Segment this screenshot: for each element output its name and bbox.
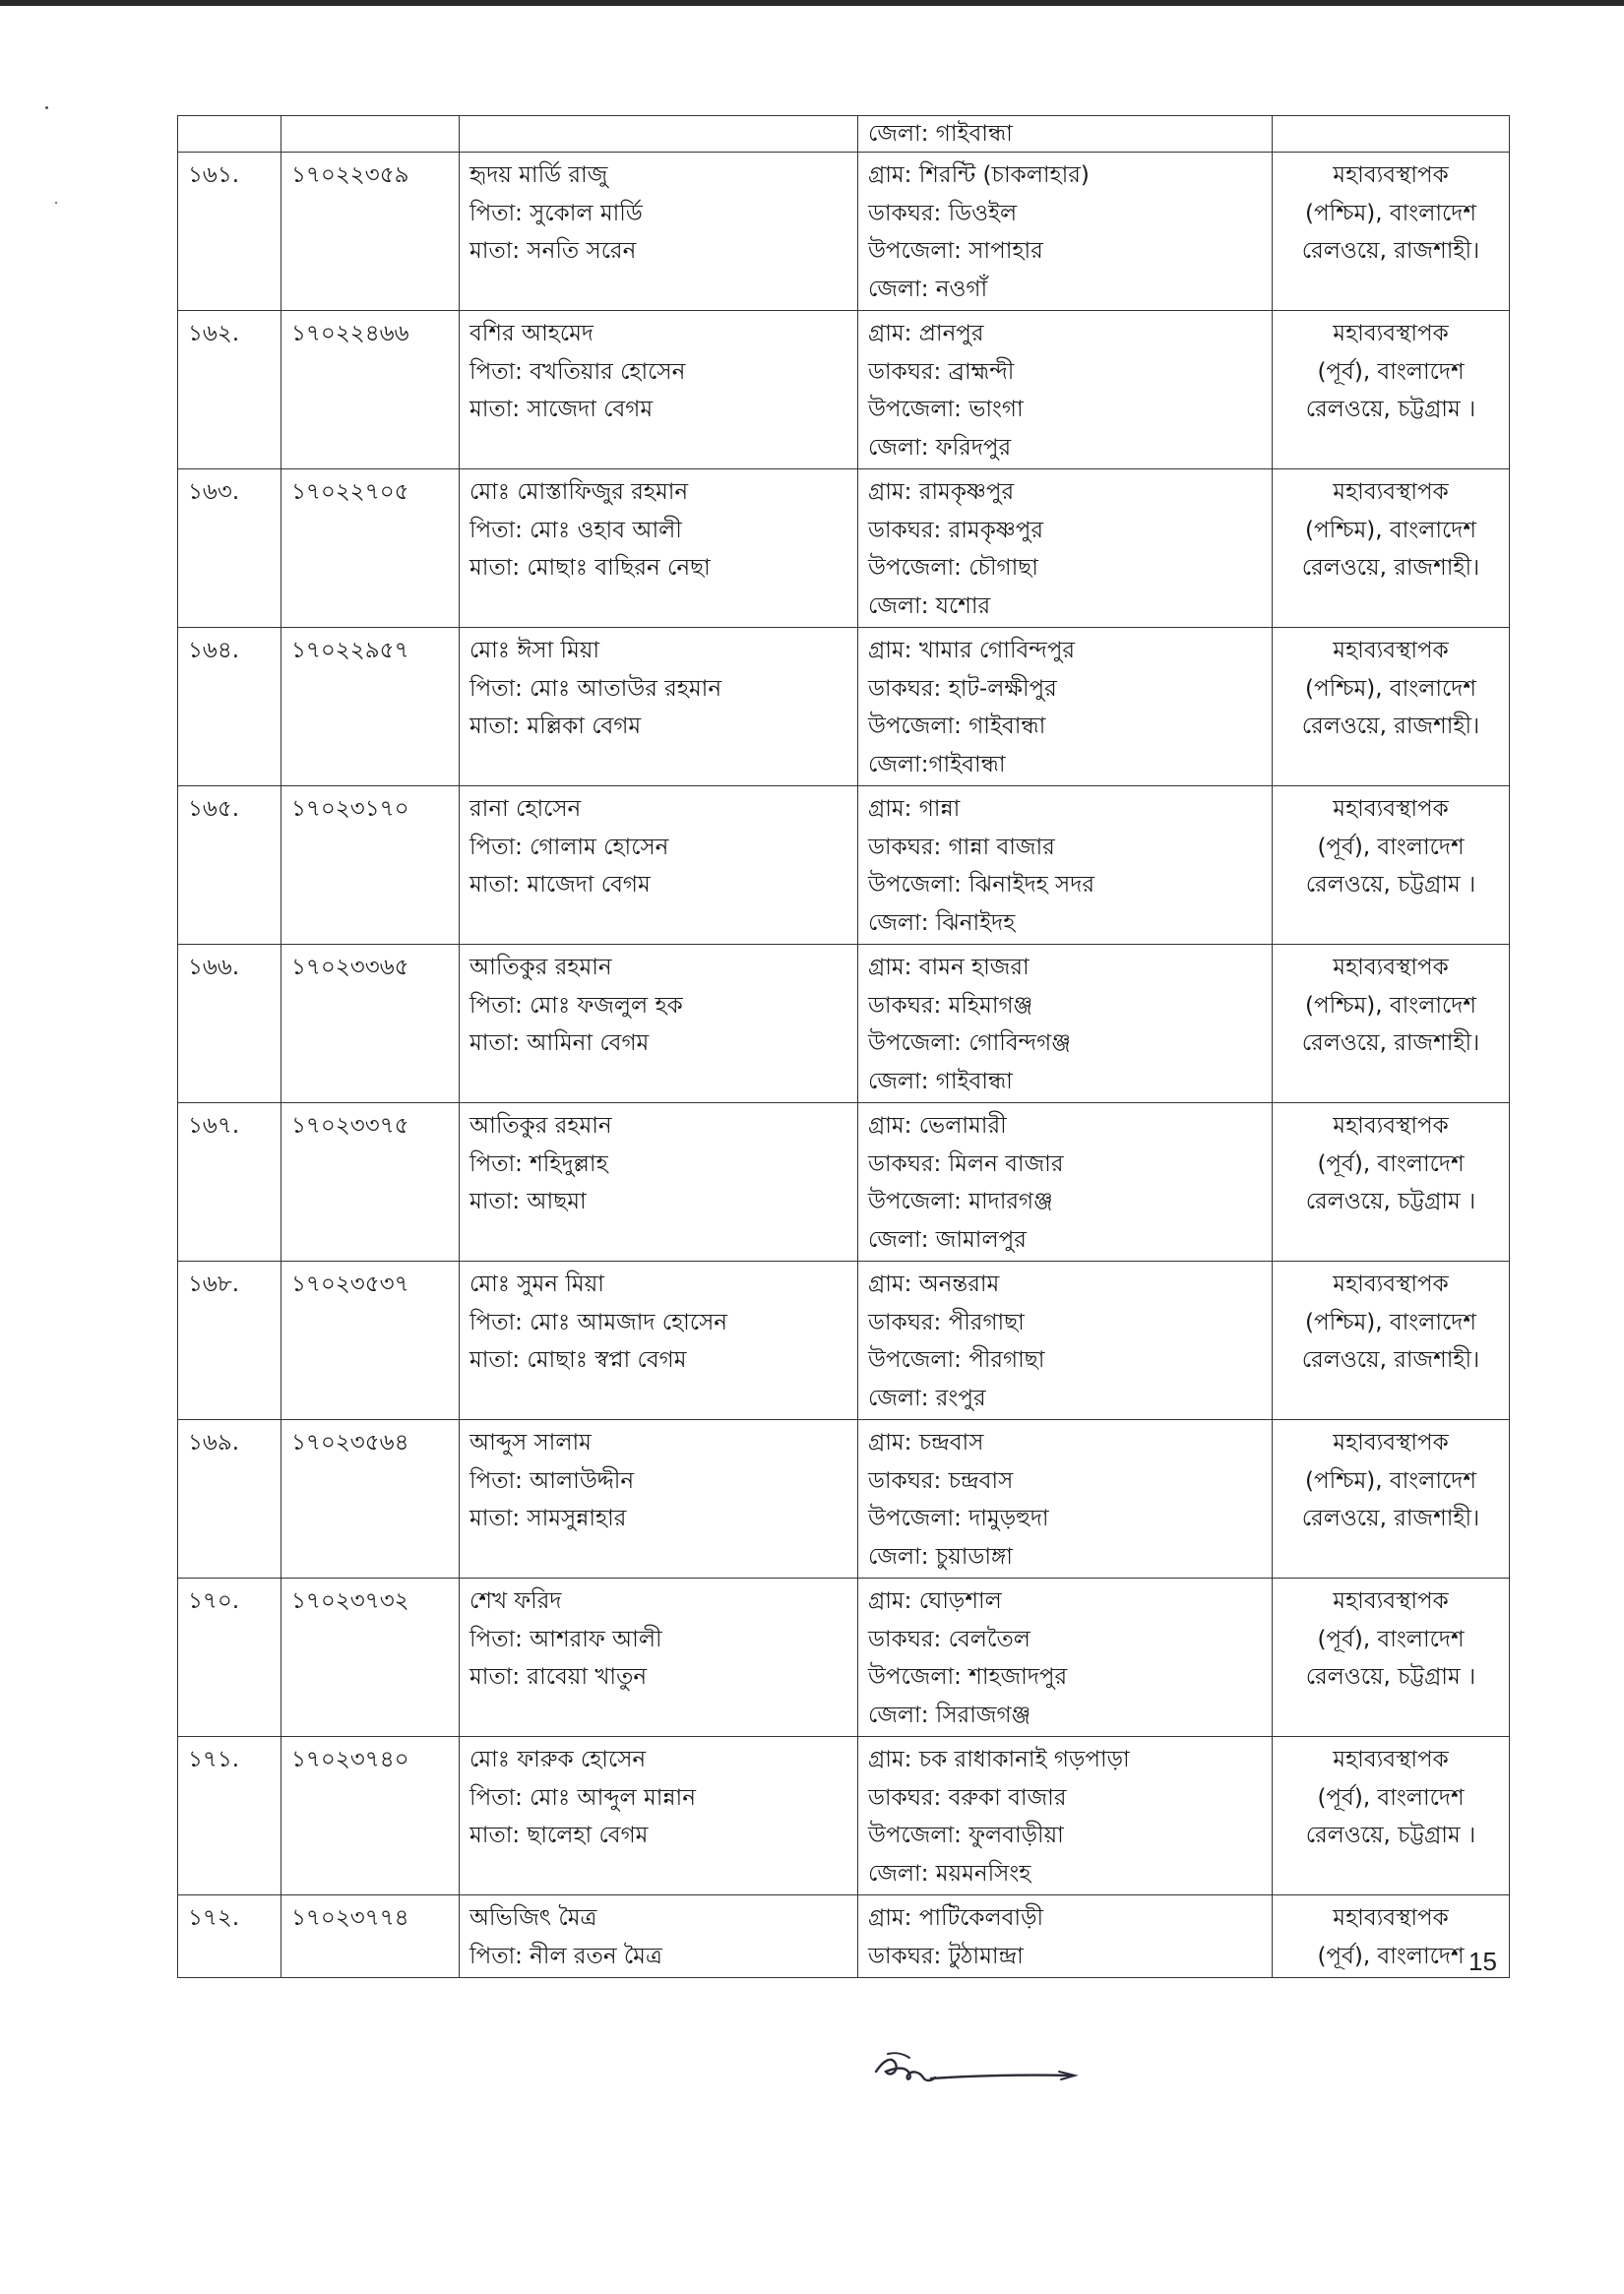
candidate-table-body	[178, 116, 1510, 1978]
serial-cell	[178, 1579, 281, 1737]
office-line: রেলওয়ে, রাজশাহী।	[1301, 1506, 1480, 1531]
address-line: ডাকঘর: টুঠামান্দ্রা	[868, 1943, 1024, 1969]
name-line: অভিজিৎ মৈত্র	[469, 1905, 597, 1931]
roll-number-text: ১৭০২৩৫৬৪	[291, 1430, 409, 1456]
name-cell	[460, 1262, 858, 1420]
address-cell	[858, 153, 1273, 311]
name-cell	[460, 1420, 858, 1579]
serial-text: ১৬২.	[188, 321, 240, 346]
table-row	[178, 786, 1510, 945]
address-line: জেলা: গাইবান্ধা	[868, 1068, 1013, 1094]
name-line: পিতা: গোলাম হোসেন	[469, 834, 669, 860]
address-line: উপজেলা: ঝিনাইদহ সদর	[868, 872, 1094, 898]
name-line: পিতা: শহিদুল্লাহ	[469, 1150, 608, 1177]
serial-text: ১৬৬.	[188, 955, 240, 980]
office-line: রেলওয়ে, রাজশাহী।	[1301, 238, 1480, 264]
name-line: মোঃ ঈসা মিয়া	[469, 638, 600, 663]
table-row	[178, 469, 1510, 628]
roll-number-text: ১৭০২৩১৭০	[291, 796, 409, 822]
roll-number-text: ১৭০২৩৭৪০	[291, 1747, 409, 1772]
serial-text: ১৭১.	[188, 1747, 240, 1772]
name-line: মাতা: রাবেয়া খাতুন	[469, 1664, 648, 1690]
office-line: (পূর্ব), বাংলাদেশ	[1317, 834, 1465, 860]
table-row	[178, 1579, 1510, 1737]
address-line: উপজেলা: চৌগাছা	[868, 555, 1038, 581]
office-line: রেলওয়ে, চট্টগ্রাম ।	[1305, 1664, 1476, 1690]
office-line: (পশ্চিম), বাংলাদেশ	[1305, 517, 1476, 543]
address-line: উপজেলা: গাইবান্ধা	[868, 713, 1046, 739]
name-cell	[460, 153, 858, 311]
serial-text: ১৭০.	[188, 1588, 240, 1614]
office-cell	[1273, 1103, 1510, 1262]
roll-number-cell	[281, 628, 460, 786]
name-cell	[460, 628, 858, 786]
name-line: মাতা: সামসুন্নাহার	[469, 1506, 627, 1531]
office-line: মহাব্যবস্থাপক	[1333, 1113, 1449, 1139]
table-row	[178, 1262, 1510, 1420]
address-line: গ্রাম: বামন হাজরা	[868, 955, 1030, 980]
serial-text: ১৬৮.	[188, 1271, 240, 1297]
office-cell	[1273, 628, 1510, 786]
roll-number-text: ১৭০২২৩৫৯	[291, 162, 409, 188]
roll-number-cell	[281, 1579, 460, 1737]
table-row	[178, 1420, 1510, 1579]
address-cell	[858, 1579, 1273, 1737]
name-cell	[460, 1579, 858, 1737]
office-cell	[1273, 116, 1510, 153]
address-cell	[858, 311, 1273, 469]
roll-number-text: ১৭০২৩৩৬৫	[291, 955, 409, 980]
office-line: মহাব্যবস্থাপক	[1333, 955, 1449, 980]
office-line: রেলওয়ে, রাজশাহী।	[1301, 713, 1480, 739]
address-line: উপজেলা: ফুলবাড়ীয়া	[868, 1823, 1064, 1848]
address-cell	[858, 1262, 1273, 1420]
name-line: পিতা: মোঃ আতাউর রহমান	[469, 675, 722, 702]
page-number: 15	[1468, 1947, 1497, 1976]
office-line: (পশ্চিম), বাংলাদেশ	[1305, 1467, 1476, 1494]
name-line: মাতা: মল্লিকা বেগম	[469, 713, 642, 739]
serial-cell	[178, 469, 281, 628]
address-line: জেলা: নওগাঁ	[868, 276, 988, 302]
office-line: রেলওয়ে, চট্টগ্রাম ।	[1305, 1823, 1476, 1848]
name-cell	[460, 945, 858, 1103]
table-row	[178, 1103, 1510, 1262]
name-line: হৃদয় মার্ডি রাজু	[469, 162, 608, 188]
name-line: মোঃ সুমন মিয়া	[469, 1271, 604, 1297]
address-line: ডাকঘর: বরুকা বাজার	[868, 1784, 1067, 1811]
roll-number-cell	[281, 153, 460, 311]
address-line: ডাকঘর: মিলন বাজার	[868, 1150, 1064, 1177]
serial-cell	[178, 1262, 281, 1420]
office-line: (পূর্ব), বাংলাদেশ	[1317, 1150, 1465, 1177]
serial-cell	[178, 116, 281, 153]
serial-cell	[178, 1420, 281, 1579]
serial-cell	[178, 1103, 281, 1262]
roll-number-text: ১৭০২৩৭৩২	[291, 1588, 409, 1614]
office-line: রেলওয়ে, চট্টগ্রাম ।	[1305, 397, 1476, 422]
name-line: আব্দুস সালাম	[469, 1430, 592, 1456]
office-line: মহাব্যবস্থাপক	[1333, 479, 1449, 505]
name-line: বশির আহমেদ	[469, 321, 593, 346]
name-line: মাতা: মোছাঃ বাছিরন নেছা	[469, 555, 711, 581]
office-line: রেলওয়ে, রাজশাহী।	[1301, 1347, 1480, 1373]
scan-speck	[55, 202, 57, 204]
office-line: মহাব্যবস্থাপক	[1333, 321, 1449, 346]
name-line: পিতা: আলাউদ্দীন	[469, 1467, 635, 1494]
office-line: (পূর্ব), বাংলাদেশ	[1317, 1784, 1465, 1811]
table-row	[178, 116, 1510, 153]
roll-number-text: ১৭০২৩৭৭৪	[291, 1905, 409, 1931]
top-border-rule	[0, 0, 1624, 6]
address-line: জেলা: জামালপুর	[868, 1226, 1027, 1253]
serial-cell	[178, 1737, 281, 1895]
address-line: ডাকঘর: গান্না বাজার	[868, 834, 1055, 860]
address-line: গ্রাম: চক রাধাকানাই গড়পাড়া	[868, 1747, 1130, 1772]
name-line: পিতা: মোঃ ফজলুল হক	[469, 992, 683, 1019]
address-line: উপজেলা: শাহজাদপুর	[868, 1664, 1068, 1690]
address-line: উপজেলা: দামুড়হুদা	[868, 1506, 1049, 1531]
address-cell	[858, 1737, 1273, 1895]
table-row	[178, 945, 1510, 1103]
roll-number-cell	[281, 1895, 460, 1978]
name-line: মাতা: মোছাঃ স্বপ্না বেগম	[469, 1347, 687, 1373]
name-line: শেখ ফরিদ	[469, 1588, 562, 1614]
office-line: (পশ্চিম), বাংলাদেশ	[1305, 1309, 1476, 1335]
office-line: (পশ্চিম), বাংলাদেশ	[1305, 675, 1476, 702]
address-line: জেলা: ঝিনাইদহ	[868, 909, 1016, 936]
office-cell	[1273, 469, 1510, 628]
signature	[866, 2042, 1083, 2101]
roll-number-cell	[281, 1103, 460, 1262]
name-line: আতিকুর রহমান	[469, 955, 612, 980]
office-cell	[1273, 1737, 1510, 1895]
address-cell	[858, 469, 1273, 628]
office-line: (পূর্ব), বাংলাদেশ	[1317, 1626, 1465, 1652]
address-line: উপজেলা: মাদারগঞ্জ	[868, 1189, 1053, 1214]
serial-cell	[178, 786, 281, 945]
name-line: পিতা: আশরাফ আলী	[469, 1626, 662, 1652]
name-line: মাতা: মাজেদা বেগম	[469, 872, 651, 898]
roll-number-text: ১৭০২২৯৫৭	[291, 638, 409, 663]
office-line: মহাব্যবস্থাপক	[1333, 1271, 1449, 1297]
roll-number-text: ১৭০২৩৩৭৫	[291, 1113, 409, 1139]
office-cell	[1273, 786, 1510, 945]
address-line: উপজেলা: ভাংগা	[868, 397, 1024, 422]
serial-cell	[178, 311, 281, 469]
office-line: রেলওয়ে, চট্টগ্রাম ।	[1305, 1189, 1476, 1214]
serial-text: ১৬৪.	[188, 638, 240, 663]
address-line: গ্রাম: ঘোড়শাল	[868, 1588, 1002, 1614]
table-row	[178, 1895, 1510, 1978]
address-line: ডাকঘর: ব্রাহ্মন্দী	[868, 358, 1015, 385]
name-line: আতিকুর রহমান	[469, 1113, 612, 1139]
address-line: জেলা: ফরিদপুর	[868, 434, 1012, 461]
office-cell	[1273, 1420, 1510, 1579]
roll-number-text: ১৭০২২৪৬৬	[291, 321, 409, 346]
name-line: পিতা: বখতিয়ার হোসেন	[469, 358, 686, 385]
address-line: ডাকঘর: হাট-লক্ষীপুর	[868, 675, 1057, 702]
roll-number-text: ১৭০২৩৫৩৭	[291, 1271, 409, 1297]
serial-cell	[178, 1895, 281, 1978]
address-line: জেলা: যশোর	[868, 592, 991, 619]
address-line: জেলা: গাইবান্ধা	[868, 121, 1013, 147]
address-line: জেলা: সিরাজগঞ্জ	[868, 1702, 1031, 1728]
address-line: গ্রাম: রামকৃষ্ণপুর	[868, 479, 1015, 505]
name-line: মোঃ ফারুক হোসেন	[469, 1747, 647, 1772]
address-line: গ্রাম: শিরন্টি (চাকলাহার)	[868, 162, 1090, 188]
address-line: গ্রাম: চন্দ্রবাস	[868, 1430, 984, 1456]
table-row	[178, 1737, 1510, 1895]
office-cell	[1273, 153, 1510, 311]
address-line: ডাকঘর: পীরগাছা	[868, 1309, 1025, 1335]
office-cell	[1273, 1579, 1510, 1737]
address-line: ডাকঘর: চন্দ্রবাস	[868, 1467, 1014, 1494]
name-cell	[460, 469, 858, 628]
address-line: উপজেলা: গোবিন্দগঞ্জ	[868, 1030, 1071, 1056]
name-cell	[460, 311, 858, 469]
office-line: রেলওয়ে, রাজশাহী।	[1301, 1030, 1480, 1056]
name-line: মাতা: আমিনা বেগম	[469, 1030, 650, 1056]
address-line: জেলা: রংপুর	[868, 1385, 986, 1411]
name-line: মাতা: সনতি সরেন	[469, 238, 637, 264]
address-line: ডাকঘর: ডিওইল	[868, 200, 1018, 226]
name-line: পিতা: নীল রতন মৈত্র	[469, 1943, 662, 1969]
office-cell	[1273, 1262, 1510, 1420]
name-cell	[460, 116, 858, 153]
serial-text: ১৭২.	[188, 1905, 240, 1931]
office-line: (পশ্চিম), বাংলাদেশ	[1305, 200, 1476, 226]
office-line: মহাব্যবস্থাপক	[1333, 162, 1449, 188]
office-line: (পূর্ব), বাংলাদেশ	[1317, 1943, 1465, 1969]
address-line: ডাকঘর: বেলতৈল	[868, 1626, 1031, 1652]
address-cell	[858, 1420, 1273, 1579]
office-line: (পূর্ব), বাংলাদেশ	[1317, 358, 1465, 385]
office-cell	[1273, 311, 1510, 469]
address-line: গ্রাম: ভেলামারী	[868, 1113, 1007, 1139]
name-line: মাতা: ছালেহা বেগম	[469, 1823, 649, 1848]
serial-text: ১৬৭.	[188, 1113, 240, 1139]
address-line: গ্রাম: খামার গোবিন্দপুর	[868, 638, 1076, 663]
address-line: গ্রাম: অনন্তরাম	[868, 1271, 1000, 1297]
serial-cell	[178, 628, 281, 786]
candidate-table	[177, 115, 1510, 1978]
address-line: ডাকঘর: রামকৃষ্ণপুর	[868, 517, 1044, 543]
address-cell	[858, 786, 1273, 945]
address-line: জেলা: ময়মনসিংহ	[868, 1860, 1031, 1887]
office-line: রেলওয়ে, চট্টগ্রাম ।	[1305, 872, 1476, 898]
name-line: পিতা: মোঃ আব্দুল মান্নান	[469, 1784, 696, 1811]
name-line: পিতা: মোঃ আমজাদ হোসেন	[469, 1309, 728, 1335]
office-line: মহাব্যবস্থাপক	[1333, 638, 1449, 663]
serial-text: ১৬৩.	[188, 479, 240, 505]
address-cell	[858, 116, 1273, 153]
roll-number-cell	[281, 116, 460, 153]
office-cell	[1273, 945, 1510, 1103]
office-line: (পশ্চিম), বাংলাদেশ	[1305, 992, 1476, 1019]
address-cell	[858, 628, 1273, 786]
roll-number-cell	[281, 311, 460, 469]
serial-cell	[178, 153, 281, 311]
address-cell	[858, 945, 1273, 1103]
serial-cell	[178, 945, 281, 1103]
office-line: রেলওয়ে, রাজশাহী।	[1301, 555, 1480, 581]
scan-speck	[45, 106, 48, 109]
office-line: মহাব্যবস্থাপক	[1333, 1905, 1449, 1931]
serial-text: ১৬৯.	[188, 1430, 240, 1456]
address-line: গ্রাম: গান্না	[868, 796, 961, 822]
roll-number-cell	[281, 1737, 460, 1895]
name-line: পিতা: মোঃ ওহাব আলী	[469, 517, 682, 543]
table-row	[178, 628, 1510, 786]
name-line: রানা হোসেন	[469, 796, 582, 822]
serial-text: ১৬১.	[188, 162, 240, 188]
serial-text: ১৬৫.	[188, 796, 240, 822]
roll-number-cell	[281, 786, 460, 945]
name-cell	[460, 1895, 858, 1978]
address-line: ডাকঘর: মহিমাগঞ্জ	[868, 992, 1033, 1019]
office-line: মহাব্যবস্থাপক	[1333, 796, 1449, 822]
office-line: মহাব্যবস্থাপক	[1333, 1430, 1449, 1456]
name-cell	[460, 1103, 858, 1262]
office-line: মহাব্যবস্থাপক	[1333, 1588, 1449, 1614]
address-cell	[858, 1103, 1273, 1262]
roll-number-cell	[281, 945, 460, 1103]
name-cell	[460, 786, 858, 945]
address-line: উপজেলা: পীরগাছা	[868, 1347, 1045, 1373]
address-line: গ্রাম: পাটিকেলবাড়ী	[868, 1905, 1044, 1931]
name-line: পিতা: সুকোল মার্ডি	[469, 200, 643, 226]
address-line: উপজেলা: সাপাহার	[868, 238, 1043, 264]
candidate-table-container	[177, 115, 1510, 1978]
address-line: গ্রাম: প্রানপুর	[868, 321, 984, 346]
table-row	[178, 311, 1510, 469]
name-line: মাতা: আছমা	[469, 1189, 587, 1214]
name-line: মাতা: সাজেদা বেগম	[469, 397, 654, 422]
name-line: মোঃ মোস্তাফিজুর রহমান	[469, 479, 689, 505]
address-line: জেলা: চুয়াডাঙ্গা	[868, 1543, 1013, 1570]
roll-number-cell	[281, 1262, 460, 1420]
roll-number-text: ১৭০২২৭০৫	[291, 479, 409, 505]
roll-number-cell	[281, 469, 460, 628]
address-line: জেলা:গাইবান্ধা	[868, 751, 1006, 777]
name-cell	[460, 1737, 858, 1895]
roll-number-cell	[281, 1420, 460, 1579]
office-line: মহাব্যবস্থাপক	[1333, 1747, 1449, 1772]
address-cell	[858, 1895, 1273, 1978]
table-row	[178, 153, 1510, 311]
